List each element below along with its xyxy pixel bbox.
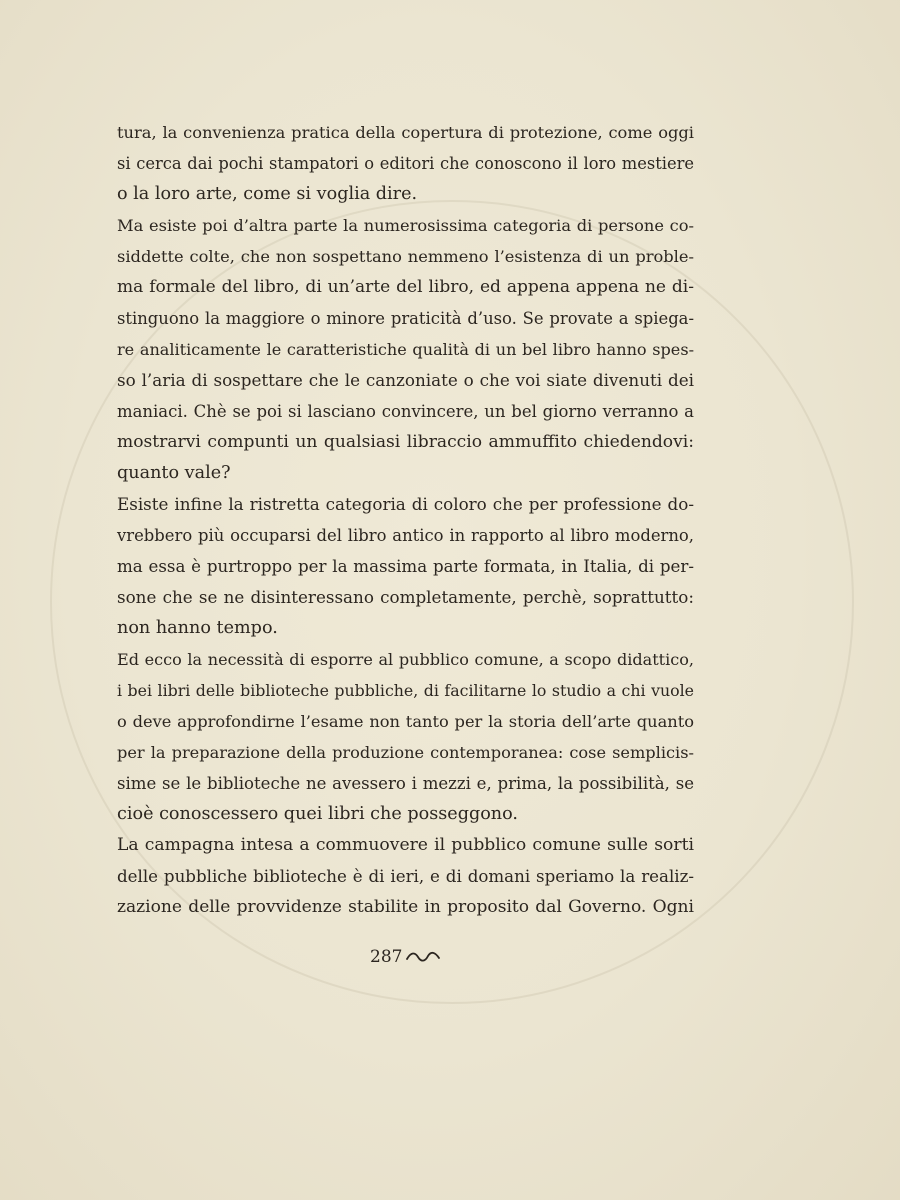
text-line: siddette colte, che non sospettano nemmeno l’esistenza di un proble- xyxy=(117,247,694,266)
flourish-ornament-icon xyxy=(406,950,440,964)
text-line: per la preparazione della produzione contemporanea: cose semplicis- xyxy=(117,743,694,762)
text-line: zazione delle provvidenze stabilite in proposito dal Governo. Ogni xyxy=(117,897,694,917)
text-line: maniaci. Chè se poi si lasciano convincere, un bel giorno verranno a xyxy=(117,402,694,421)
text-line: ma essa è purtroppo per la massima parte formata, in Italia, di per- xyxy=(117,557,694,576)
text-line: o deve approfondirne l’esame non tanto per la storia dell’arte quanto xyxy=(117,712,694,731)
text-line: stinguono la maggiore o minore praticità d’uso. Se provate a spiega- xyxy=(117,309,694,328)
paragraph-2 xyxy=(117,210,694,489)
paragraph-4 xyxy=(117,644,694,830)
text-line: Ed ecco la necessità di esporre al pubblico comune, a scopo didattico, xyxy=(117,650,694,669)
text-line: non hanno tempo. xyxy=(117,618,278,638)
text-line: La campagna intesa a commuovere il pubblico comune sulle sorti xyxy=(117,835,694,855)
page-number: 287 xyxy=(370,947,403,967)
text-line: sone che se ne disinteressano completamente, perchè, soprattutto: xyxy=(117,587,694,607)
text-line: re analiticamente le caratteristiche qualità di un bel libro hanno spes- xyxy=(117,340,694,359)
text-line: sime se le biblioteche ne avessero i mezzi e, prima, la possibilità, se xyxy=(117,774,694,793)
text-line: delle pubbliche biblioteche è di ieri, e di domani speriamo la realiz- xyxy=(117,867,694,886)
text-line: i bei libri delle biblioteche pubbliche, di facilitarne lo studio a chi vuole xyxy=(117,681,694,700)
text-line: so l’aria di sospettare che le canzoniate o che voi siate divenuti dei xyxy=(117,370,694,390)
text-line: mostrarvi compunti un qualsiasi libraccio ammuffito chiedendovi: xyxy=(117,432,694,452)
paragraph-1 xyxy=(117,117,694,210)
page-footer xyxy=(370,940,440,974)
text-line: cioè conoscessero quei libri che posseggono. xyxy=(117,804,519,824)
paragraph-3 xyxy=(117,489,694,644)
body-text xyxy=(117,117,694,923)
text-line: vrebbero più occuparsi del libro antico in rapporto al libro moderno, xyxy=(117,526,694,545)
text-line: quanto vale? xyxy=(117,463,231,483)
text-line: Ma esiste poi d’altra parte la numerosissima categoria di persone co- xyxy=(117,216,694,235)
text-line: o la loro arte, come si voglia dire. xyxy=(117,184,418,204)
paragraph-5 xyxy=(117,830,694,923)
text-line: si cerca dai pochi stampatori o editori che conoscono il loro mestiere xyxy=(117,154,694,173)
text-line: ma formale del libro, di un’arte del libro, ed appena appena ne di- xyxy=(117,277,694,297)
text-line: tura, la convenienza pratica della copertura di protezione, come oggi xyxy=(117,123,694,142)
text-line: Esiste infine la ristretta categoria di coloro che per professione do- xyxy=(117,494,694,514)
